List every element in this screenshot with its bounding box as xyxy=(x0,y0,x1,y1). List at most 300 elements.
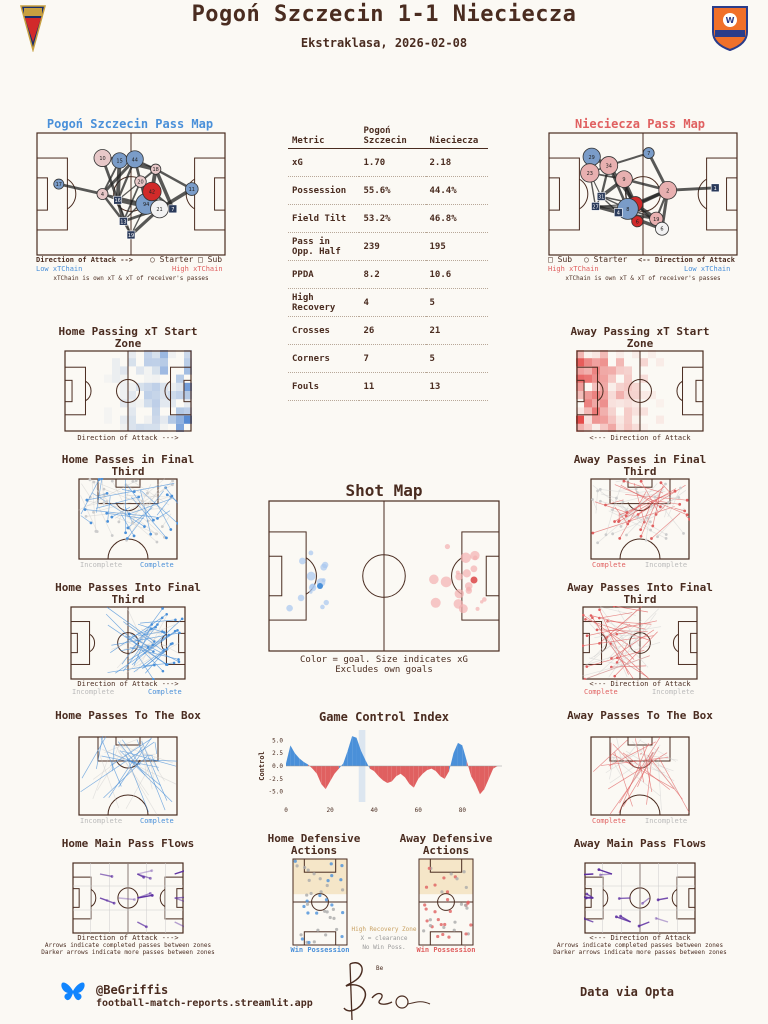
home-shot xyxy=(324,600,329,605)
def-action xyxy=(335,928,338,931)
def-action xyxy=(464,932,467,935)
signature-text: Be xyxy=(376,965,384,972)
heat-cell xyxy=(616,383,624,391)
heat-cell xyxy=(160,358,168,366)
pass-start xyxy=(125,483,128,486)
home-shot xyxy=(320,605,325,610)
def-action xyxy=(310,892,313,895)
flow-arrow-head xyxy=(655,917,658,920)
pass-line xyxy=(81,479,99,514)
def-action xyxy=(294,860,297,863)
home-pass-map xyxy=(36,132,226,256)
away-final-incomplete: Incomplete xyxy=(645,561,688,569)
def-action xyxy=(429,924,432,927)
right-box xyxy=(677,877,695,919)
stats-row xyxy=(288,317,488,345)
def-action xyxy=(455,877,458,880)
heat-cell xyxy=(152,416,160,424)
pass-line xyxy=(101,737,122,786)
player-number: 2 xyxy=(666,188,670,195)
player-number: 9 xyxy=(622,177,626,184)
heat-cell xyxy=(112,358,120,366)
home-shot xyxy=(286,605,293,612)
pass-line xyxy=(81,484,90,498)
right-arc xyxy=(677,381,683,401)
stats-cell-home: 239 xyxy=(359,233,425,261)
stats-header-row xyxy=(288,124,488,149)
away-shot xyxy=(429,575,439,585)
away-shot xyxy=(431,598,441,608)
home-into-title: Home Passes Into Final Third xyxy=(55,581,201,606)
heat-cell xyxy=(176,416,184,424)
pass-start xyxy=(98,478,101,481)
def-action xyxy=(440,923,443,926)
def-action xyxy=(324,933,327,936)
away-shot xyxy=(470,565,477,572)
away-final-title: Away Passes in Final Third xyxy=(573,453,707,478)
heat-cell xyxy=(640,391,648,399)
pass-start xyxy=(683,509,686,512)
away-xt-direction: <--- Direction of Attack xyxy=(589,434,691,442)
pass-start xyxy=(110,516,113,519)
heat-cell xyxy=(152,399,160,407)
flow-arrow-head xyxy=(149,877,152,880)
player-number: 44 xyxy=(131,157,138,164)
player-number: 27 xyxy=(592,204,599,211)
def-action xyxy=(305,893,308,896)
control-segment xyxy=(343,751,347,766)
pass-line xyxy=(619,737,660,803)
away-high-xtchain: High xTChain xyxy=(548,265,599,273)
control-segment xyxy=(436,766,440,776)
stats-cell-home: 55.6% xyxy=(359,177,425,205)
player-number: 21 xyxy=(156,206,163,213)
heat-cell xyxy=(176,391,184,399)
heat-cell xyxy=(128,416,136,424)
stats-cell-home: 11 xyxy=(359,373,425,401)
pass-start xyxy=(623,480,626,483)
heat-cell xyxy=(632,383,640,391)
heat-cell xyxy=(584,399,592,407)
pass-end xyxy=(591,616,594,619)
stats-cell-away: 46.8% xyxy=(426,205,488,233)
away-flows-title: Away Main Pass Flows xyxy=(573,837,707,850)
pass-line xyxy=(620,492,646,538)
def-action xyxy=(465,886,468,889)
pass-start xyxy=(126,537,129,540)
def-action xyxy=(443,923,446,926)
def-action xyxy=(423,903,426,906)
pass-start xyxy=(615,497,618,500)
stats-cell-away: 2.18 xyxy=(426,149,488,177)
control-segment xyxy=(334,766,338,774)
pass-end xyxy=(161,607,164,610)
stats-cell-away: 10.6 xyxy=(426,261,488,289)
def-action xyxy=(436,935,439,938)
right-arc xyxy=(672,889,677,906)
y-tick-label: 0.0 xyxy=(272,763,283,770)
pass-end xyxy=(584,618,587,621)
x-tick-label: 60 xyxy=(414,807,422,814)
pass-start xyxy=(626,511,629,514)
heat-cell xyxy=(168,383,176,391)
pass-start xyxy=(678,503,681,506)
player-number: 6 xyxy=(635,219,639,226)
home-passmap-direction: Direction of Attack --> xyxy=(36,256,133,264)
page-subtitle: Ekstraklasa, 2026-02-08 xyxy=(300,36,468,50)
pass-end xyxy=(178,632,181,635)
high-recovery-zone xyxy=(293,859,347,894)
control-segment xyxy=(286,745,290,766)
away-box-complete: Complete xyxy=(592,817,626,825)
left-box xyxy=(549,158,579,230)
pass-start xyxy=(627,478,630,481)
player-number: 6 xyxy=(660,226,664,233)
stats-cell-away: 5 xyxy=(426,289,488,317)
away-shot xyxy=(476,607,480,611)
player-number: 20 xyxy=(137,179,144,186)
flow-arrow xyxy=(658,898,668,900)
control-segment xyxy=(312,766,316,774)
pass-start xyxy=(674,490,677,493)
pass-start xyxy=(656,535,659,538)
pass-end xyxy=(171,642,174,645)
heat-cell xyxy=(584,416,592,424)
heat-cell xyxy=(160,399,168,407)
heat-cell xyxy=(144,399,152,407)
home-final-incomplete: Incomplete xyxy=(80,561,123,569)
def-action xyxy=(446,898,449,901)
pass-start xyxy=(117,520,120,523)
player-number: 19 xyxy=(127,232,135,239)
heat-cell xyxy=(152,375,160,383)
def-action xyxy=(437,918,440,921)
stats-cell-home: 53.2% xyxy=(359,205,425,233)
def-action xyxy=(326,910,329,913)
heat-cell xyxy=(624,416,632,424)
stats-head-away: Nieciecza xyxy=(426,124,488,149)
flow-arrow-head xyxy=(149,892,152,895)
def-action xyxy=(330,862,333,865)
pass-start xyxy=(596,541,599,544)
left-six xyxy=(71,633,77,652)
home-flows-note1: Arrows indicate completed passes between zones xyxy=(44,942,212,949)
heat-cell xyxy=(656,358,664,366)
pass-start xyxy=(133,535,136,538)
pass-start xyxy=(106,492,109,495)
away-shot xyxy=(466,587,471,592)
heat-cell xyxy=(616,416,624,424)
player-number: 34 xyxy=(605,163,612,170)
heat-cell xyxy=(624,366,632,374)
home-shot xyxy=(307,572,316,581)
control-segment xyxy=(352,736,356,766)
pass-start xyxy=(141,500,144,503)
control-segment xyxy=(401,766,405,777)
center-arc xyxy=(620,795,660,815)
player-number: 4 xyxy=(100,192,105,198)
control-segment xyxy=(374,766,378,776)
pass-start xyxy=(124,531,127,534)
control-segment xyxy=(308,764,312,768)
pass-end xyxy=(154,626,157,629)
control-segment xyxy=(414,766,418,788)
y-axis-label: Control xyxy=(258,751,266,781)
pass-start xyxy=(146,492,149,495)
def-action xyxy=(425,886,428,889)
footer-site[interactable]: football-match-reports.streamlit.app xyxy=(96,998,313,1009)
def-action xyxy=(312,872,315,875)
heat-cell xyxy=(136,366,144,374)
heat-cell xyxy=(144,416,152,424)
stats-row xyxy=(288,205,488,233)
away-pass-flows-map xyxy=(584,862,696,934)
control-segment xyxy=(489,766,493,779)
stats-cell-away: 21 xyxy=(426,317,488,345)
def-action xyxy=(465,907,468,910)
pass-line xyxy=(108,496,111,521)
pass-start xyxy=(166,493,169,496)
x-tick-label: 0 xyxy=(284,807,288,814)
player-number: 42 xyxy=(148,189,156,196)
left-box xyxy=(37,158,67,230)
right-six xyxy=(696,380,703,401)
away-def-title: Away Defensive Actions xyxy=(399,832,493,857)
home-box-complete: Complete xyxy=(140,817,174,825)
heat-cell xyxy=(624,375,632,383)
pass-end xyxy=(590,614,593,617)
player-number: 23 xyxy=(586,170,593,177)
def-action xyxy=(339,878,342,881)
heat-cell xyxy=(152,391,160,399)
away-flows-note2: Darker arrows indicate more passes between zones xyxy=(553,949,727,956)
y-tick-label: 5.0 xyxy=(272,737,283,745)
def-action xyxy=(308,879,311,882)
pass-start xyxy=(618,537,621,540)
pass-start xyxy=(133,490,136,493)
home-xt-title: Home Passing xT Start Zone xyxy=(58,325,198,350)
flow-arrow xyxy=(584,897,593,898)
heat-cell xyxy=(632,391,640,399)
pass-start xyxy=(143,525,146,528)
pass-start xyxy=(686,513,689,516)
away-shot xyxy=(441,576,452,587)
def-action xyxy=(429,918,432,921)
pass-start xyxy=(635,488,638,491)
home-into-direction: Direction of Attack ---> xyxy=(77,680,179,688)
control-segment xyxy=(418,766,422,779)
pass-start xyxy=(85,515,88,518)
flow-arrow xyxy=(656,918,668,922)
away-final-complete: Complete xyxy=(592,561,626,569)
home-passmap-title: Pogoń Szczecin Pass Map xyxy=(46,117,214,131)
right-box xyxy=(166,622,185,665)
pass-start xyxy=(646,517,649,520)
pass-start xyxy=(645,539,648,542)
stats-table-wrap xyxy=(288,124,488,401)
def-action xyxy=(466,902,469,905)
def-action xyxy=(318,894,321,897)
home-box-title: Home Passes To The Box xyxy=(55,709,201,722)
away-logo xyxy=(710,4,750,52)
control-segment xyxy=(370,766,374,771)
def-action xyxy=(319,877,322,880)
pass-start xyxy=(653,496,656,499)
pass-start xyxy=(686,499,689,502)
flow-arrow-head xyxy=(133,898,136,901)
pass-end xyxy=(173,662,176,665)
y-tick-label: 2.5 xyxy=(272,750,283,758)
shot-map-note1: Color = goal. Size indicates xG xyxy=(300,655,468,665)
def-action xyxy=(332,908,335,911)
flow-arrow xyxy=(100,874,112,876)
pass-start xyxy=(613,520,616,523)
player-number: 8 xyxy=(626,206,630,213)
heat-cell xyxy=(608,391,616,399)
away-xt-heatmap xyxy=(576,350,704,432)
def-action xyxy=(330,874,333,877)
away-into-incomplete: Incomplete xyxy=(652,688,695,696)
heat-cell xyxy=(600,358,608,366)
heat-cell xyxy=(176,383,184,391)
stats-cell-metric: Pass in Opp. Half xyxy=(288,233,359,261)
pass-start xyxy=(131,480,134,483)
def-action xyxy=(441,933,444,936)
pass-link xyxy=(59,184,103,194)
page-title: Pogoń Szczecin 1-1 Niecieczа xyxy=(191,2,577,27)
player-number: 16 xyxy=(114,198,121,205)
home-goal xyxy=(317,583,323,589)
pass-end xyxy=(615,633,618,636)
control-segment xyxy=(467,761,471,776)
game-control-chart xyxy=(256,726,506,820)
heat-cell xyxy=(600,399,608,407)
home-shot xyxy=(309,584,316,591)
pass-start xyxy=(149,533,152,536)
heat-cell xyxy=(176,375,184,383)
home-low-xtchain: Low xTChain xyxy=(36,265,83,273)
stats-cell-home: 7 xyxy=(359,345,425,373)
away-defensive-map xyxy=(418,858,474,946)
control-segment xyxy=(405,766,409,784)
control-segment xyxy=(330,766,334,781)
control-segment xyxy=(387,766,391,783)
player-number: 15 xyxy=(116,158,123,165)
pass-start xyxy=(165,536,168,539)
heat-cell xyxy=(112,375,120,383)
pass-line xyxy=(155,742,157,754)
control-segment xyxy=(462,745,466,766)
pass-end xyxy=(613,675,616,678)
control-segment xyxy=(484,766,488,789)
control-segment xyxy=(290,745,294,766)
home-shot xyxy=(309,551,314,556)
footer-source: Data via Opta xyxy=(580,985,674,999)
heat-cell xyxy=(128,391,136,399)
pass-start xyxy=(100,478,103,480)
home-flows-direction: Direction of Attack ---> xyxy=(77,934,179,942)
pass-start xyxy=(617,520,620,523)
heat-cell xyxy=(160,366,168,374)
control-segment xyxy=(445,766,449,779)
heat-cell xyxy=(632,407,640,415)
pass-start xyxy=(640,480,643,483)
home-passmap-sub: □ Sub xyxy=(198,255,223,264)
def-legend-high-recovery: High Recovery Zone xyxy=(351,926,417,933)
heat-cell xyxy=(592,383,600,391)
left-arc xyxy=(579,179,587,209)
x-tick-label: 20 xyxy=(326,807,334,814)
player-number: 4 xyxy=(616,210,620,217)
def-legend-clearance: X = clearance xyxy=(360,935,408,942)
heat-cell xyxy=(104,407,112,415)
right-six xyxy=(691,633,697,652)
heat-cell xyxy=(160,416,168,424)
heat-cell xyxy=(592,358,600,366)
stats-cell-home: 8.2 xyxy=(359,261,425,289)
away-into-title: Away Passes Into Final Third xyxy=(567,581,713,606)
flow-arrow-head xyxy=(641,902,644,905)
pass-start xyxy=(85,499,88,502)
pass-start xyxy=(126,526,129,529)
flow-arrow-head xyxy=(598,868,601,871)
def-action xyxy=(450,872,453,875)
flow-arrow-head xyxy=(615,915,618,918)
stats-cell-metric: Fouls xyxy=(288,373,359,401)
stats-cell-metric: Corners xyxy=(288,345,359,373)
pass-start xyxy=(679,487,682,490)
home-flows-title: Home Main Pass Flows xyxy=(61,837,195,850)
x-tick-label: 40 xyxy=(370,807,378,814)
pass-start xyxy=(649,529,652,532)
y-tick-label: -5.0 xyxy=(268,788,283,796)
heat-cell xyxy=(616,399,624,407)
home-passmap-note: xTChain is own xT & xT of receiver's passes xyxy=(53,275,209,282)
pass-end xyxy=(177,658,180,661)
stats-cell-metric: xG xyxy=(288,149,359,177)
pass-end xyxy=(596,628,599,631)
flow-arrow-head xyxy=(618,897,621,900)
def-action xyxy=(316,929,319,932)
def-action xyxy=(296,864,299,867)
pass-start xyxy=(84,508,87,511)
pass-start xyxy=(611,532,614,535)
home-final-complete: Complete xyxy=(140,561,174,569)
home-high-xtchain: High xTChain xyxy=(172,265,223,273)
control-segment xyxy=(317,766,321,784)
def-action xyxy=(341,888,344,891)
heat-cell xyxy=(592,416,600,424)
def-action xyxy=(425,919,428,922)
control-segment xyxy=(396,766,400,776)
heat-cell xyxy=(120,383,128,391)
pass-start xyxy=(682,532,685,535)
home-flows-note2: Darker arrows indicate more passes between zones xyxy=(41,949,215,956)
home-def-title: Home Defensive Actions xyxy=(267,832,361,857)
shot-map-pitch xyxy=(268,500,500,652)
pass-start xyxy=(596,489,599,492)
pass-line xyxy=(583,636,654,646)
stats-cell-metric: Possession xyxy=(288,177,359,205)
heat-cell xyxy=(584,375,592,383)
pass-start xyxy=(599,500,602,503)
def-action xyxy=(332,917,335,920)
pass-line xyxy=(593,500,597,511)
flow-arrow-head xyxy=(145,925,148,928)
heat-cell xyxy=(608,407,616,415)
stats-cell-metric: PPDA xyxy=(288,261,359,289)
def-action xyxy=(326,884,329,887)
